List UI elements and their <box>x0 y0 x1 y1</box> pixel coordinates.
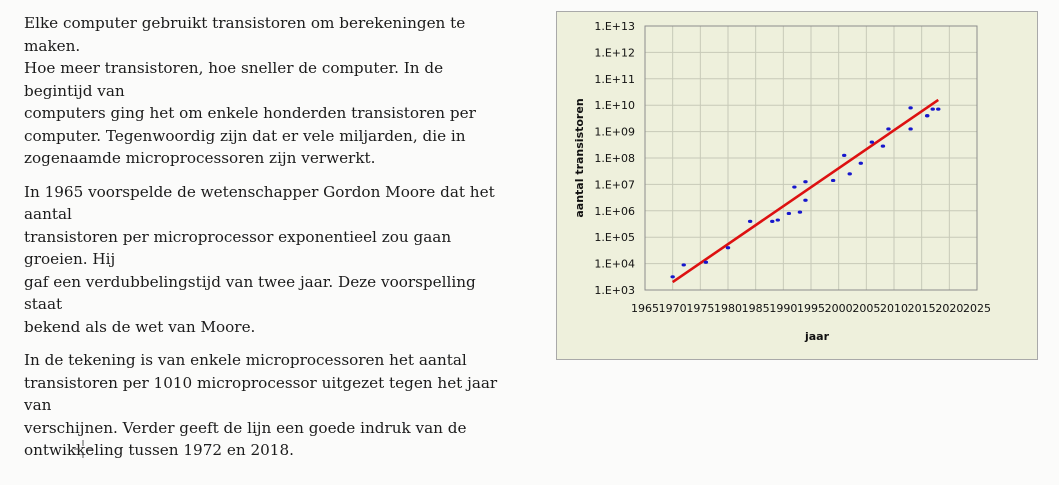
y-tick-label: 1.E+13 <box>594 20 635 33</box>
x-tick-label: 1980 <box>714 302 742 315</box>
text-line: zogenaamde microprocessoren zijn verwerkt. <box>24 149 376 167</box>
data-point <box>748 220 752 223</box>
data-point <box>936 108 940 111</box>
text-line: In de tekening is van enkele microprocessoren het aantal <box>24 351 467 369</box>
data-point <box>776 218 780 221</box>
x-tick-label: 2025 <box>963 302 991 315</box>
data-point <box>803 180 807 183</box>
data-point <box>726 246 730 249</box>
x-tick-label: 1995 <box>797 302 825 315</box>
data-point <box>770 220 774 223</box>
data-point <box>931 108 935 111</box>
y-tick-label: 1.E+06 <box>594 204 635 218</box>
x-tick-label: 2010 <box>880 302 908 315</box>
y-tick-label: 1.E+10 <box>594 99 635 113</box>
y-tick-label: 1.E+07 <box>594 178 635 192</box>
x-tick-label: 1990 <box>769 302 798 315</box>
data-point <box>908 106 912 109</box>
y-tick-label: 1.E+12 <box>594 46 635 60</box>
data-point <box>925 114 929 117</box>
data-point <box>870 141 874 144</box>
text-line: Hoe meer transistoren, hoe sneller de computer. In de begintijd van <box>24 59 444 100</box>
text-line: transistoren per 1010 microprocessor uitgezet tegen het jaar van <box>24 373 498 414</box>
moore-chart <box>556 11 1038 360</box>
y-tick-label: 1.E+09 <box>594 125 635 139</box>
data-point <box>670 275 674 278</box>
data-point <box>881 145 885 148</box>
text-line: In 1965 voorspelde de wetenschapper Gordon Moore dat het aantal <box>24 182 495 223</box>
text-line: computers ging het om enkele honderden transistoren per <box>24 104 476 122</box>
y-tick-label: 1.E+03 <box>594 284 635 297</box>
data-point <box>682 263 686 266</box>
text-line: ontwikkeling tussen 1972 en 2018. <box>24 441 294 459</box>
crosshair-cursor-icon <box>74 440 92 458</box>
y-axis-label: aantal transistoren <box>573 98 586 218</box>
text-column <box>24 12 506 473</box>
text-line: verschijnen. Verder geeft de lijn een goede indruk van de <box>24 418 467 437</box>
x-tick-label: 2000 <box>824 302 853 315</box>
x-tick-label: 2015 <box>907 302 936 315</box>
data-point <box>798 211 802 214</box>
data-point <box>831 179 835 182</box>
x-tick-label: 1965 <box>631 302 659 315</box>
chart-svg <box>557 12 1037 359</box>
data-point <box>704 261 708 264</box>
data-point <box>886 127 890 130</box>
data-point <box>792 185 796 188</box>
y-tick-label: 1.E+04 <box>594 257 635 271</box>
data-point <box>859 162 863 165</box>
x-tick-label: 1970 <box>658 302 687 315</box>
text-line: Elke computer gebruikt transistoren om berekeningen te maken. <box>24 14 466 55</box>
x-tick-label: 1975 <box>686 302 715 315</box>
data-point <box>842 154 846 157</box>
x-tick-label: 2005 <box>852 302 881 315</box>
data-point <box>908 127 912 130</box>
x-tick-label: 2020 <box>935 302 964 315</box>
text-line: computer. Tegenwoordig zijn dat er vele miljarden, die in <box>24 126 466 145</box>
data-point <box>787 212 791 215</box>
paragraph-intro <box>24 12 506 170</box>
y-tick-label: 1.E+05 <box>594 231 635 245</box>
y-tick-label: 1.E+08 <box>594 152 635 165</box>
text-line: transistoren per microprocessor exponentieel zou gaan groeien. Hij <box>24 227 452 268</box>
x-tick-label: 1985 <box>741 302 770 315</box>
text-line: gaf een verdubbelingstijd van twee jaar. Deze voorspelling staat <box>24 272 476 313</box>
text-line: bekend als de wet van Moore. <box>24 317 256 336</box>
y-tick-label: 1.E+11 <box>594 72 635 86</box>
data-point <box>803 199 807 202</box>
data-point <box>848 172 852 175</box>
paragraph-figure <box>24 349 506 462</box>
x-axis-label: jaar <box>804 330 830 343</box>
paragraph-moore <box>24 181 506 339</box>
